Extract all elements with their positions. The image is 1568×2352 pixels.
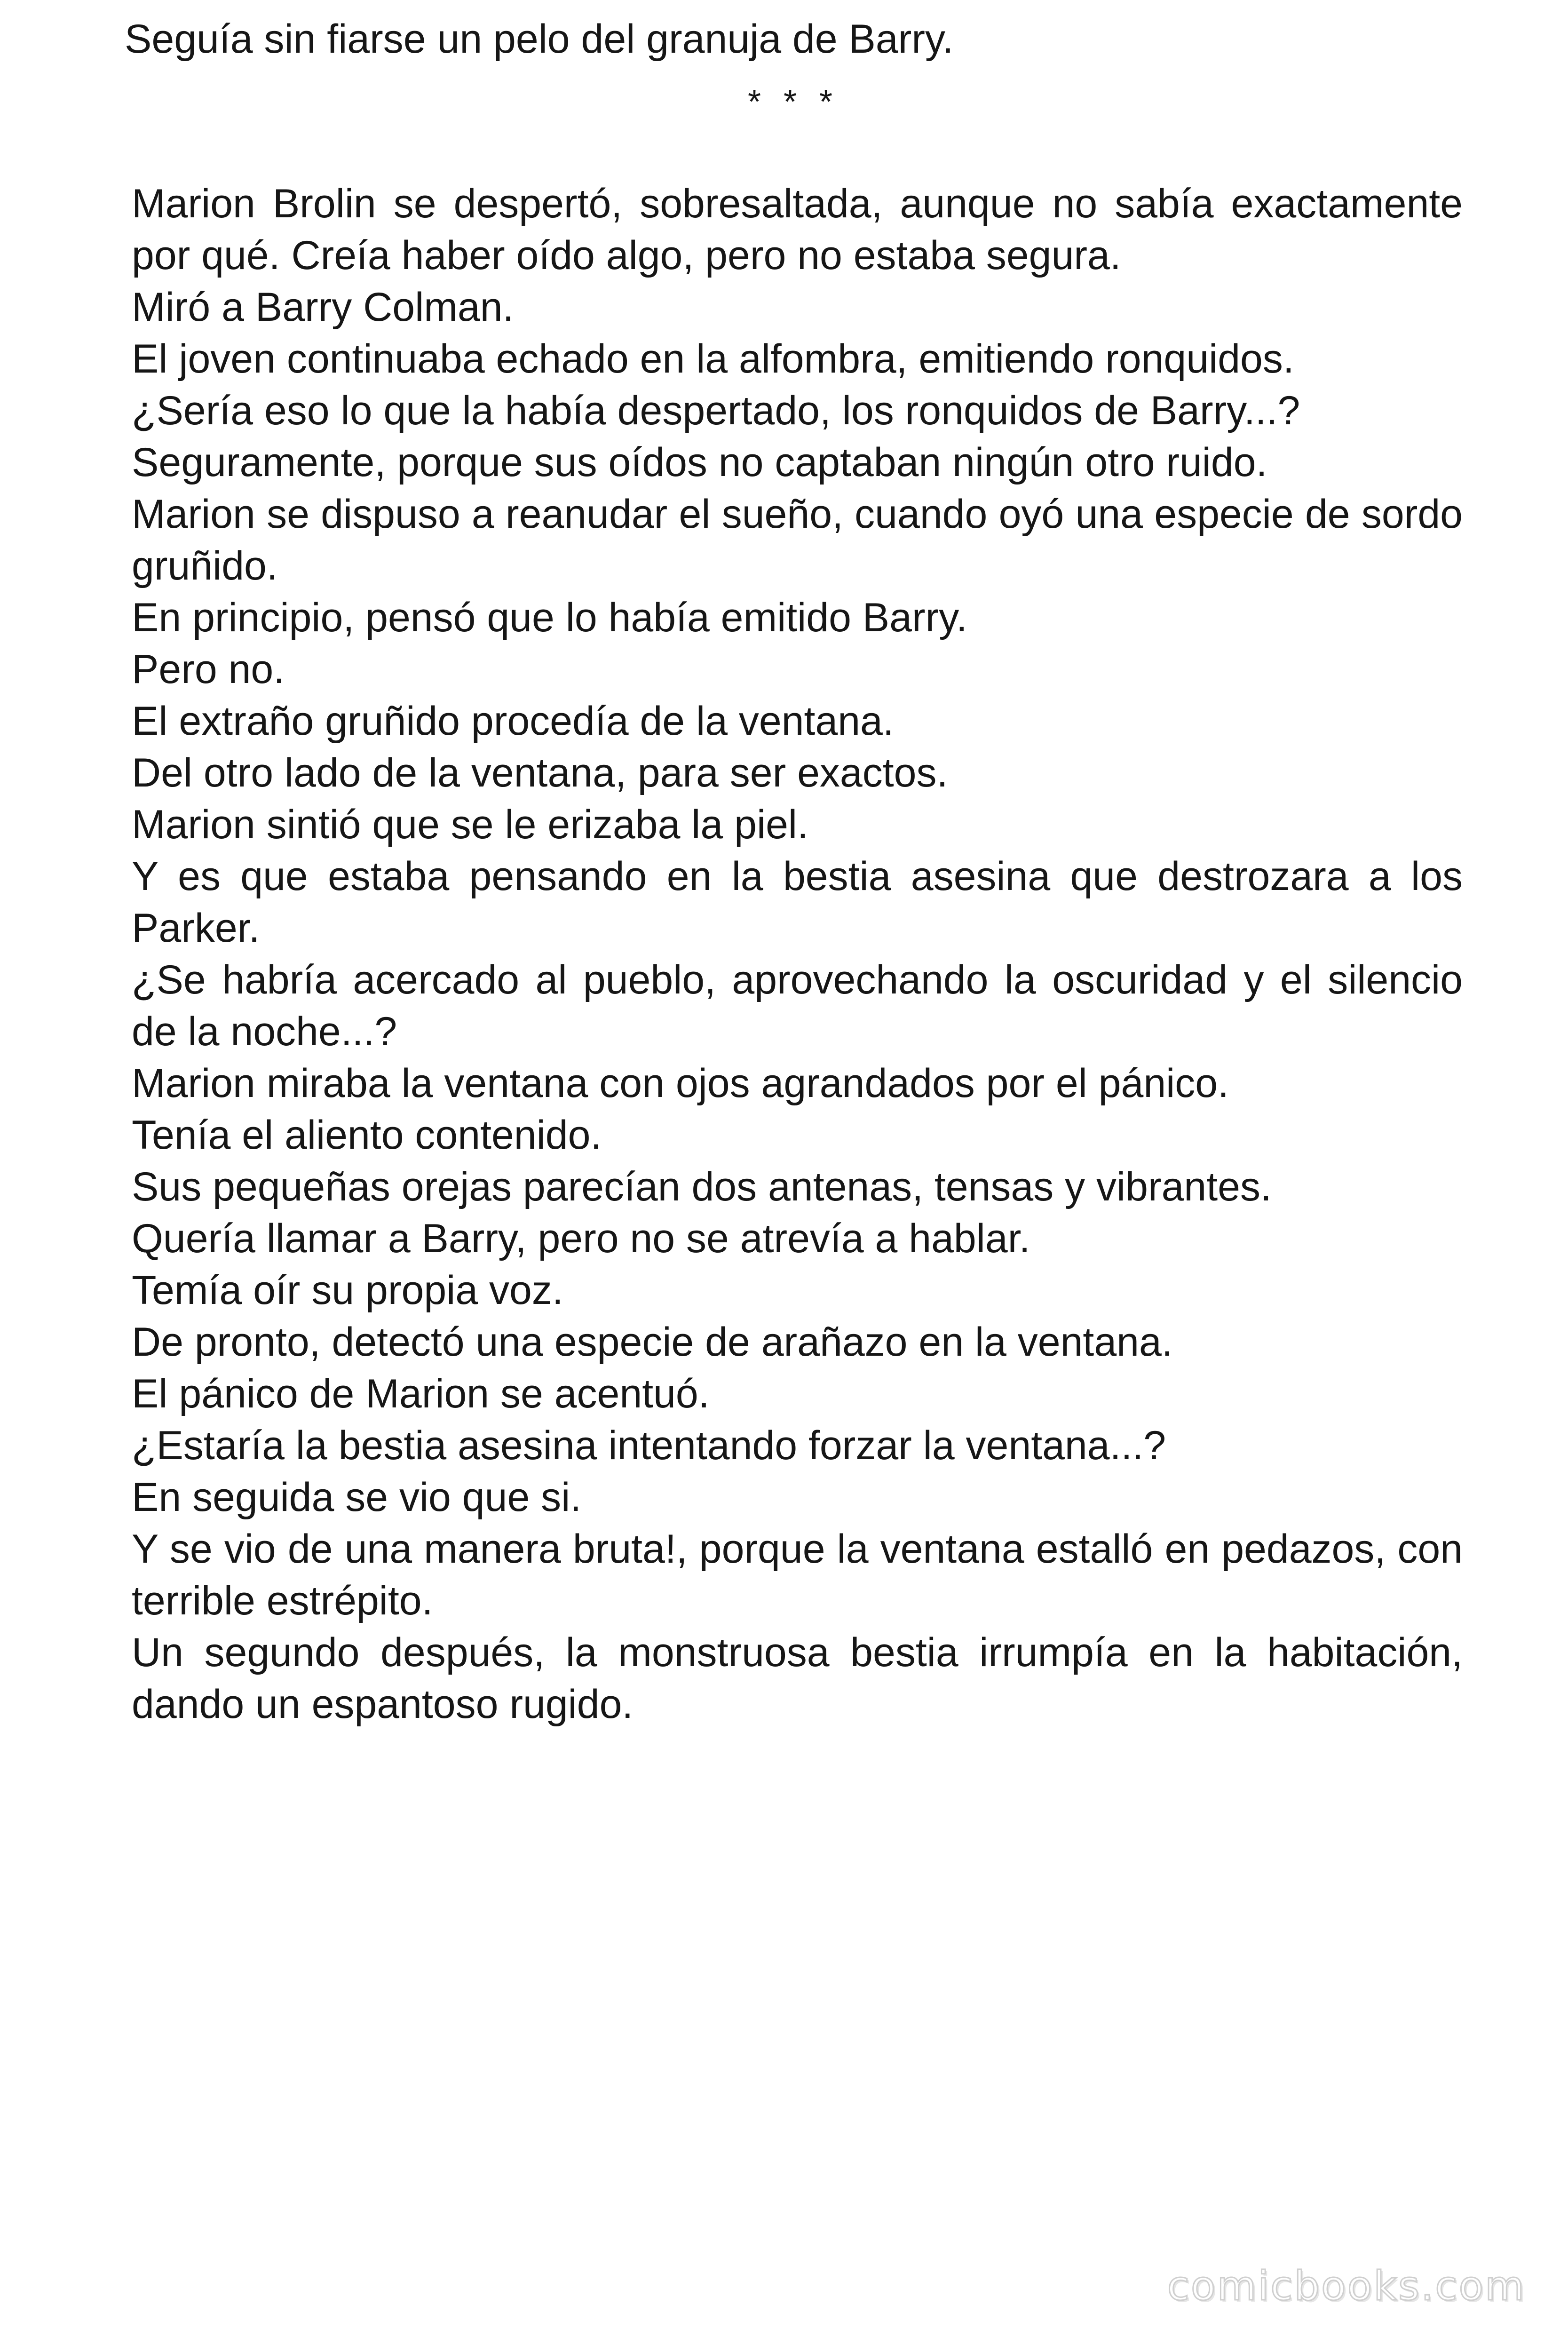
paragraph: Seguramente, porque sus oídos no captaban ningún otro ruido.	[132, 440, 1267, 485]
paragraph: Marion se dispuso a reanudar el sueño, cuando oyó una especie de sordo gruñido.	[132, 492, 1463, 588]
paragraph: ¿Se habría acercado al pueblo, aprovechando la oscuridad y el silencio de la noche...?	[132, 957, 1463, 1054]
paragraph: Marion sintió que se le erizaba la piel.	[132, 802, 808, 847]
paragraph: ¿Estaría la bestia asesina intentando forzar la ventana...?	[132, 1423, 1166, 1468]
paragraph: En seguida se vio que si.	[132, 1475, 582, 1520]
opening-line: Seguía sin fiarse un pelo del granuja de Barry.	[125, 16, 954, 62]
paragraph: Marion Brolin se despertó, sobresaltada, aunque no sabía exactamente por qué. Creía haber oído algo, pero no estaba segura.	[132, 181, 1463, 278]
paragraph: El extraño gruñido procedía de la ventana.	[132, 699, 894, 744]
paragraph: Sus pequeñas orejas parecían dos antenas, tensas y vibrantes.	[132, 1164, 1272, 1209]
paragraph: Y es que estaba pensando en la bestia asesina que destrozara a los Parker.	[132, 854, 1463, 951]
paragraph: Tenía el aliento contenido.	[132, 1112, 602, 1158]
paragraph: Del otro lado de la ventana, para ser exactos.	[132, 750, 948, 795]
paragraph: El pánico de Marion se acentuó.	[132, 1371, 710, 1416]
section-separator: * * *	[747, 83, 839, 121]
paragraph: Miró a Barry Colman.	[132, 285, 514, 330]
paragraph: Y se vio de una manera bruta!, porque la ventana estalló en pedazos, con terrible estrépito.	[132, 1526, 1463, 1623]
paragraph: ¿Sería eso lo que la había despertado, los ronquidos de Barry...?	[132, 388, 1300, 433]
paragraph: Pero no.	[132, 647, 285, 692]
paragraph: En principio, pensó que lo había emitido Barry.	[132, 595, 967, 640]
body-text	[132, 178, 1463, 1730]
paragraph: Marion miraba la ventana con ojos agrandados por el pánico.	[132, 1061, 1229, 1106]
paragraph: Quería llamar a Barry, pero no se atrevía a hablar.	[132, 1216, 1030, 1261]
paragraph: Temía oír su propia voz.	[132, 1268, 563, 1313]
paragraph: De pronto, detectó una especie de arañazo en la ventana.	[132, 1319, 1173, 1365]
paragraph: El joven continuaba echado en la alfombra, emitiendo ronquidos.	[132, 336, 1294, 381]
watermark-logo: comicbooks.com	[1167, 2263, 1526, 2310]
paragraph: Un segundo después, la monstruosa bestia irrumpía en la habitación, dando un espantoso rugido.	[132, 1630, 1463, 1727]
